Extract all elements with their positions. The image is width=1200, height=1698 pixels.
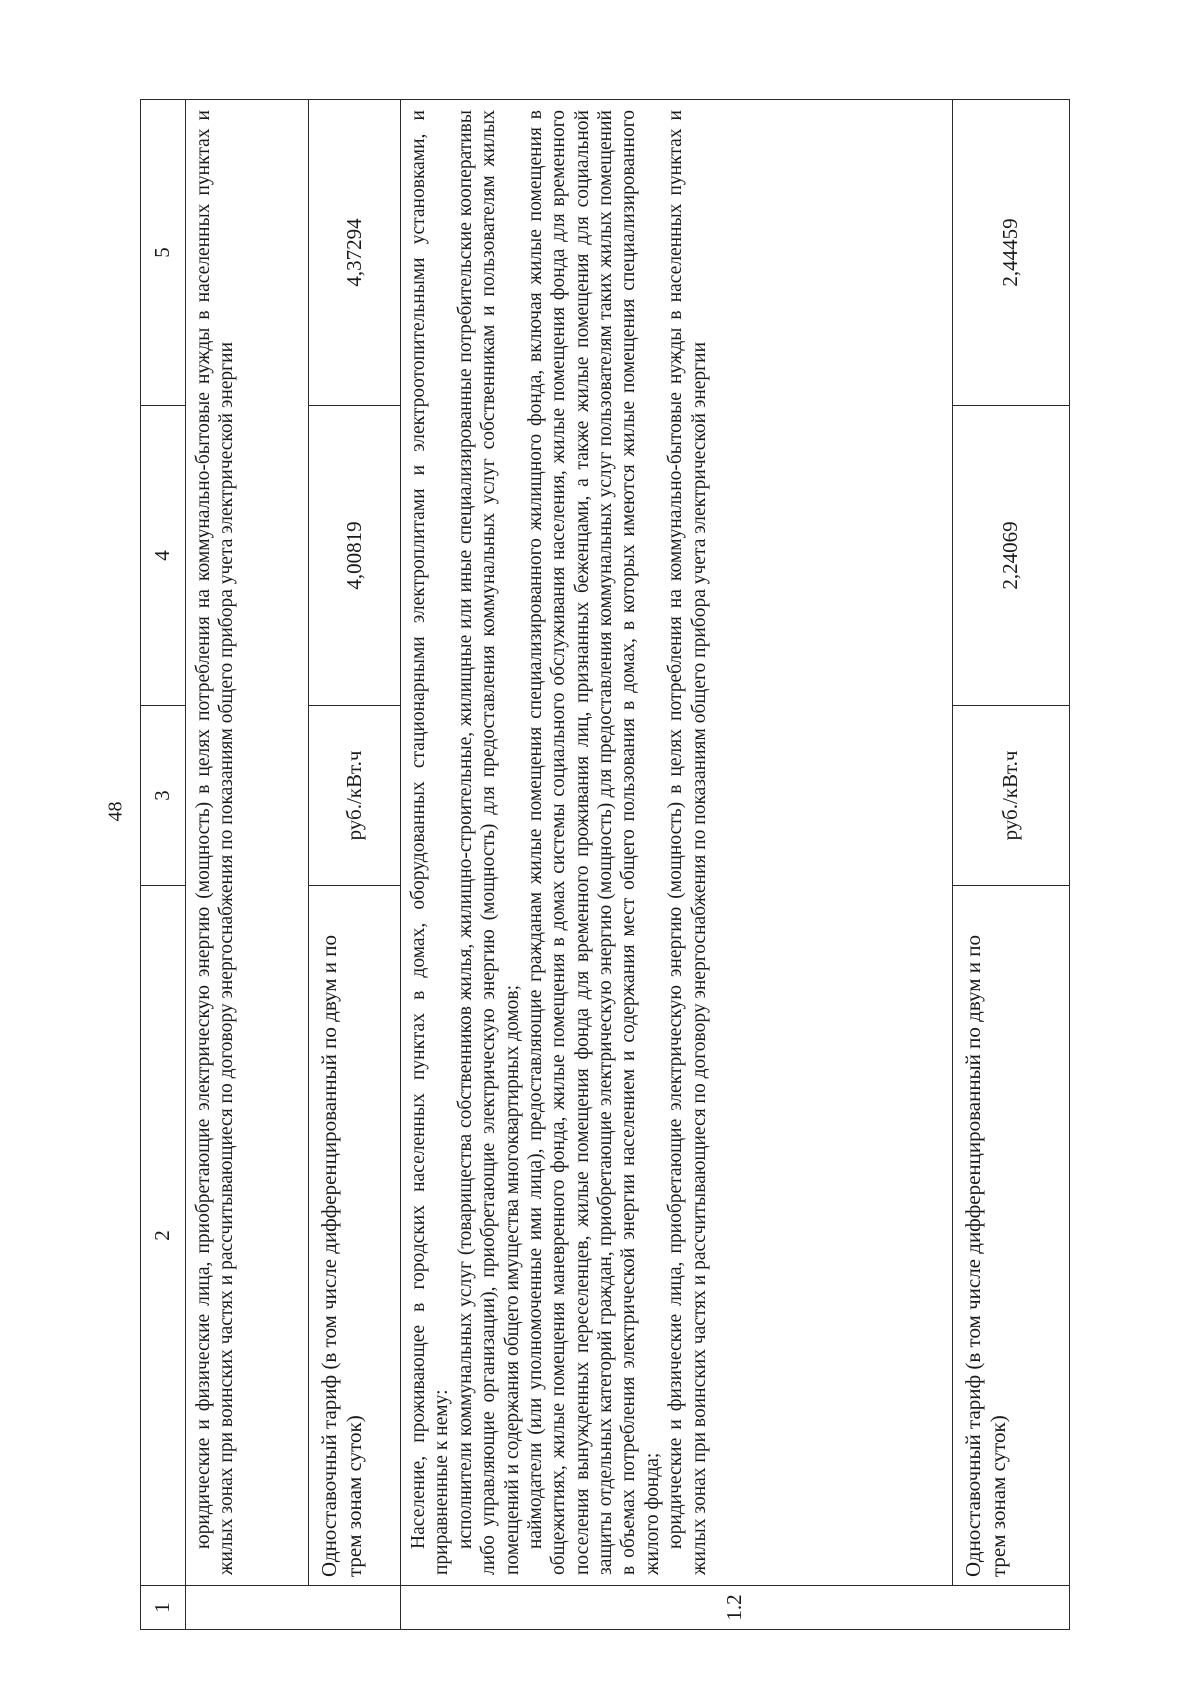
continued-description — [185, 100, 308, 1586]
table-row-continued-description — [185, 100, 308, 1630]
page-number: 48 — [104, 801, 127, 822]
description-paragraph: Население, проживающее в городских населенных пунктах в домах, оборудованных стационарными электроплитами и электроотопительными установками, и приравненные к нему: — [407, 110, 453, 1575]
tariff-label: Одноставочный тариф (в том числе дифференцированный по двум и по трем зонам суток) — [308, 886, 400, 1586]
table-row-tariff — [308, 100, 400, 1630]
row-number-cell — [185, 1586, 400, 1630]
tariff-value-first-half: 4,00819 — [308, 406, 400, 706]
header-col-1: 1 — [141, 1586, 186, 1630]
header-col-2: 2 — [141, 886, 186, 1586]
tariff-value-second-half: 2,44459 — [952, 100, 1069, 406]
description-paragraph: наймодатели (или уполномоченные ими лица), предоставляющие гражданам жилые помещения специализированного жилищного фонда, включая жилые помещения в общежитиях, жилые помещения маневренного фонда, жилые помещения в домах системы социального обслуживания населения, жилые помещения фонда для временного поселения вынужденных переселенцев, жилые помещения фонда для временного проживания лиц, признанных беженцами, а также жилые помещения для социальной защиты отдельных категорий граждан, приобретающие электрическую энергию (мощность) для предоставления коммунальных услуг пользователям таких жилых помещений в объемах потребления электрической энергии населением и содержания мест общего пользования в домах, в которых имеются жилые помещения специализированного жилого фонда; — [524, 110, 663, 1575]
table-row-tariff — [952, 100, 1069, 1630]
tariff-table — [140, 99, 1070, 1630]
description-paragraph: юридические и физические лица, приобретающие электрическую энергию (мощность) в целях потребления на коммунально-бытовые нужды в населенных пунктах и жилых зонах при воинских частях и рассчитывающиеся по договору энергоснабжения по показаниям общего прибора учета электрической энергии — [665, 110, 710, 1575]
description-paragraph: исполнители коммунальных услуг (товарищества собственников жилья, жилищно-строительные, жилищные или иные специализированные потребительские кооперативы либо управляющие организации), приобретающие электрическую энергию (мощность) для предоставления коммунальных услуг собственникам и пользователям жилых помещений и содержания общего имущества многоквартирных домов; — [454, 110, 523, 1575]
description-paragraph: юридические и физические лица, приобретающие электрическую энергию (мощность) в целях потребления на коммунально-бытовые нужды в населенных пунктах и жилых зонах при воинских частях и рассчитывающиеся по договору энергоснабжения по показаниям общего прибора учета электрической энергии — [192, 110, 237, 1575]
section-1-2-description — [400, 100, 952, 1586]
tariff-table-rotated — [140, 100, 1070, 1630]
table-header-row — [141, 100, 186, 1630]
header-col-4: 4 — [141, 406, 186, 706]
header-col-5: 5 — [141, 100, 186, 406]
tariff-label: Одноставочный тариф (в том числе дифференцированный по двум и по трем зонам суток) — [952, 886, 1069, 1586]
table-row-section-1-2 — [400, 100, 952, 1630]
tariff-unit: руб./кВт.ч — [308, 706, 400, 886]
tariff-value-second-half: 4,37294 — [308, 100, 400, 406]
row-number-cell: 1.2 — [400, 1586, 1069, 1630]
tariff-unit: руб./кВт.ч — [952, 706, 1069, 886]
header-col-3: 3 — [141, 706, 186, 886]
tariff-value-first-half: 2,24069 — [952, 406, 1069, 706]
